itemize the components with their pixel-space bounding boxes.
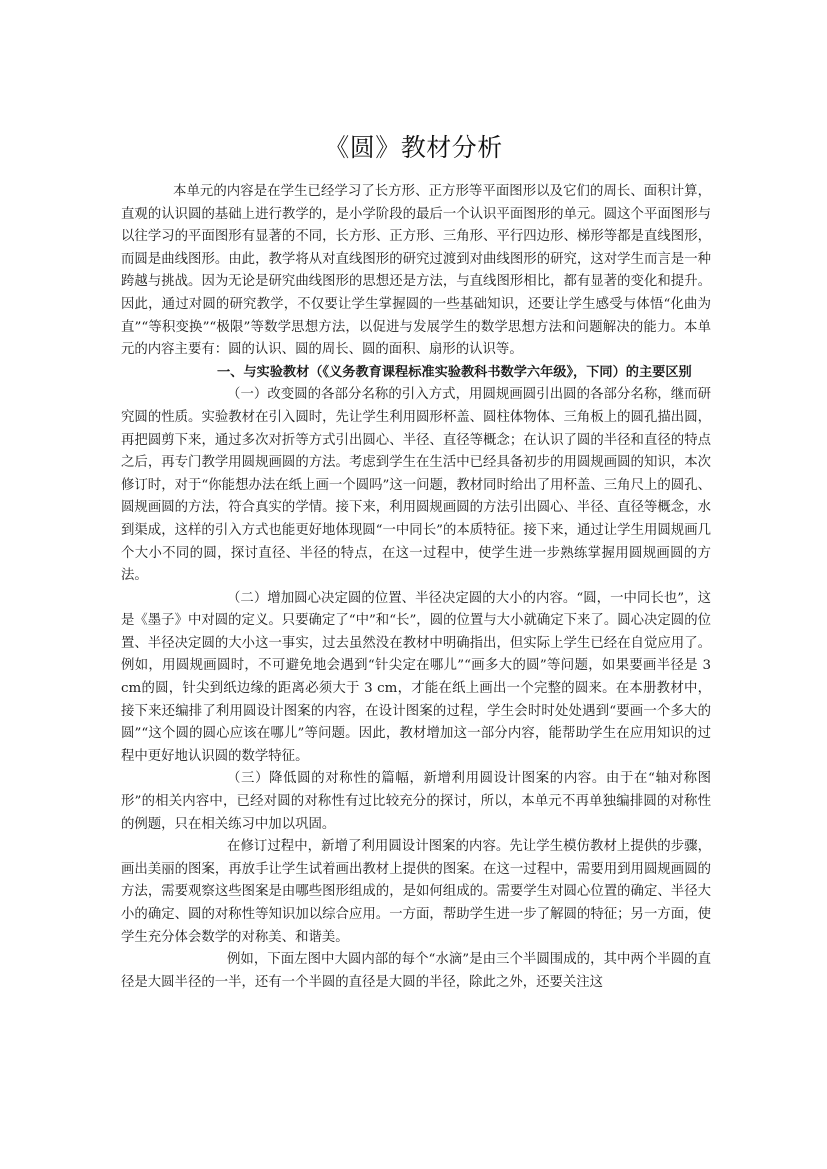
paragraph-intro: 本单元的内容是在学生已经学习了长方形、正方形等平面图形以及它们的周长、面积计算，直观的认识圆的基础上进行教学的，是小学阶段的最后一个认识平面图形的单元。圆这个平面图形与以往学习的平面图形有显著的不同，长方形、正方形、三角形、平行四边形、梯形等都是直线图形，而圆是曲线图形。由此，教学将从对直线图形的研究过渡到对曲线图形的研究，这对学生而言是一种跨越与挑战。因为无论是研究曲线图形的思想还是方法，与直线图形相比，都有显著的变化和提升。因此，通过对圆的研究教学，不仅要让学生掌握圆的一些基础知识，还要让学生感受与体悟“化曲为直”“等积变换”“极限”等数学思想方法，以促进与发展学生的数学思想方法和问题解决的能力。本单元的内容主要有：圆的认识、圆的周长、圆的面积、扇形的认识等。	[121, 184, 711, 358]
section-heading: 一、与实验教材（《义务教育课程标准实验教科书数学六年级》，下同）的主要区别	[217, 364, 692, 380]
paragraph-point-3: （三）降低圆的对称性的篇幅，新增利用圆设计图案的内容。由于在“轴对称图形”的相关内容中，已经对圆的对称性有过比较充分的探讨，所以，本单元不再单独编排圆的对称性的例题，只在相关练习中加以巩固。	[121, 771, 711, 832]
document-body	[121, 181, 711, 994]
document-title: 《圆》教材分析	[324, 133, 503, 162]
paragraph-example: 例如，下面左图中大圆内部的每个“水滴”是由三个半圆围成的，其中两个半圆的直径是大圆半径的一半，还有一个半圆的直径是大圆的半径，除此之外，还要关注这	[121, 952, 711, 990]
paragraph-revision: 在修订过程中，新增了利用圆设计图案的内容。先让学生模仿教材上提供的步骤，画出美丽的图案，再放手让学生试着画出教材上提供的图案。在这一过程中，需要用到用圆规画圆的方法，需要观察这些图案是由哪些图形组成的，是如何组成的。需要学生对圆心位置的确定、半径大小的确定、圆的对称性等知识加以综合应用。一方面，帮助学生进一步了解圆的特征；另一方面，使学生充分体会数学的对称美、和谐美。	[121, 839, 711, 945]
paragraph-point-1: （一）改变圆的各部分名称的引入方式，用圆规画圆引出圆的各部分名称，继而研究圆的性质。实验教材在引入圆时，先让学生利用圆形杯盖、圆柱体物体、三角板上的圆孔描出圆，再把圆剪下来，通过多次对折等方式引出圆心、半径、直径等概念；在认识了圆的半径和直径的特点之后，再专门教学用圆规画圆的方法。考虑到学生在生活中已经具备初步的用圆规画圆的知识，本次修订时，对于“你能想办法在纸上画一个圆吗”这一问题，教材同时给出了用杯盖、三角尺上的圆孔、圆规画圆的方法，符合真实的学情。接下来，利用圆规画圆的方法引出圆心、半径、直径等概念，水到渠成，这样的引入方式也能更好地体现圆“一中同长”的本质特征。接下来，通过让学生用圆规画几个大小不同的圆，探讨直径、半径的特点，在这一过程中，使学生进一步熟练掌握用圆规画圆的方法。	[121, 387, 711, 584]
paragraph-point-2: （二）增加圆心决定圆的位置、半径决定圆的大小的内容。“圆，一中同长也”，这是《墨子》中对圆的定义。只要确定了“中”和“长”，圆的位置与大小就确定下来了。圆心决定圆的位置、半径决定圆的大小这一事实，过去虽然没在教材中明确指出，但实际上学生已经在自觉应用了。例如，用圆规画圆时，不可避免地会遇到“针尖定在哪儿”“画多大的圆”等问题，如果要画半径是 3 cm的圆，针尖到纸边缘的距离必须大于 3 cm，才能在纸上画出一个完整的圆来。在本册教材中，接下来还编排了利用圆设计图案的内容，在设计图案的过程，学生会时时处处遇到“要画一个多大的圆”“这个圆的圆心应该在哪儿”等问题。因此，教材增加这一部分内容，能帮助学生在应用知识的过程中更好地认识圆的数学特征。	[121, 590, 711, 764]
